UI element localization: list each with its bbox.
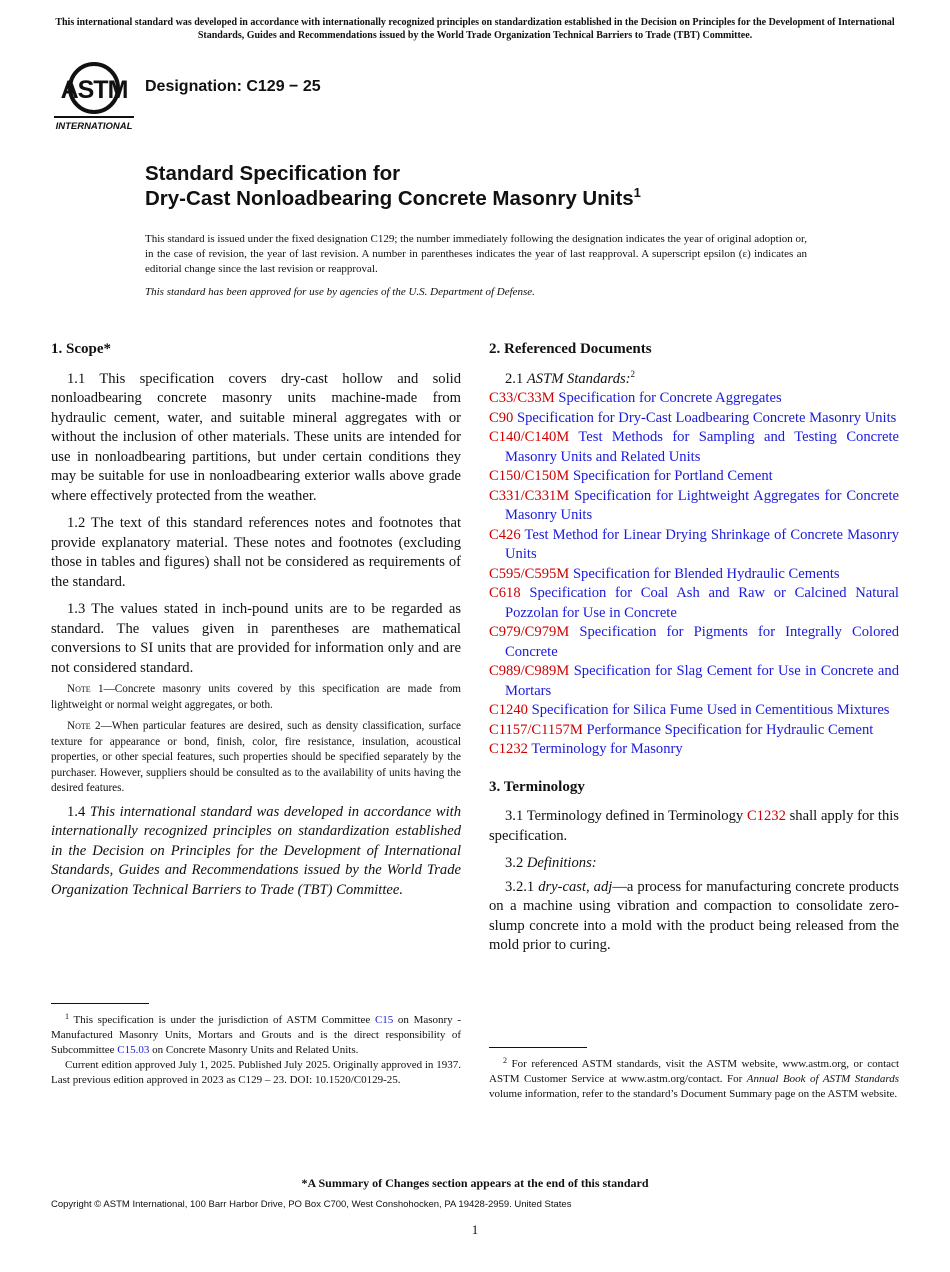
- left-column: [51, 340, 461, 908]
- right-column: [489, 340, 899, 964]
- paragraph-1-3: 1.3 The values stated in inch-pound units are to be regarded as standard. The values given in parentheses are mathematical conversions to SI units that are provided for information only and are not considered standard.: [51, 601, 461, 676]
- designation: Designation: C129 − 25: [145, 78, 321, 95]
- reference-item[interactable]: [489, 428, 899, 467]
- subcommittee-c15-03-link[interactable]: C15.03: [117, 1044, 150, 1056]
- reference-title[interactable]: Specification for Silica Fume Used in Cementitious Mixtures: [531, 702, 890, 718]
- reference-item[interactable]: [489, 623, 899, 662]
- note-2-label: Note: [67, 720, 91, 732]
- reference-item[interactable]: [489, 584, 899, 623]
- reference-title[interactable]: Specification for Concrete Aggregates: [558, 390, 782, 406]
- reference-title[interactable]: Specification for Portland Cement: [572, 468, 773, 484]
- reference-title[interactable]: Test Method for Linear Drying Shrinkage of Concrete Masonry Units: [505, 526, 899, 562]
- footnote-2-text: [489, 1057, 899, 1102]
- paragraph-1-4-number: 1.4: [67, 803, 90, 820]
- title-footnote-mark[interactable]: 1: [633, 185, 641, 200]
- issued-statement: This standard is issued under the fixed designation C129; the number immediately following the designation indicates the year of original adoption or, in the case of revision, the year of last revision. A number in parentheses indicates the year of last reapproval. A superscript epsilon (ε) indicates an editorial change since the last revision or reapproval.: [145, 233, 807, 275]
- paragraph-1-1: 1.1 This specification covers dry-cast hollow and solid nonloadbearing concrete masonry units machine-made from hydraulic cement, water, and suitable mineral aggregates with or without the inclusion of other materials. These units are intended for use in nonloadbearing partitions, but under certain conditions they may be suitable for use in nonloadbearing exterior walls above grade where effectively protected from the weather.: [51, 370, 461, 504]
- footnote-1: [51, 1013, 461, 1088]
- footnote-2-number: 2: [503, 1056, 507, 1065]
- reference-code[interactable]: C989/C989M: [489, 663, 570, 679]
- approved-statement: This standard has been approved for use by agencies of the U.S. Department of Defense.: [145, 286, 535, 298]
- reference-item[interactable]: [489, 467, 899, 487]
- reference-code[interactable]: C33/C33M: [489, 390, 555, 406]
- astm-standards-subheading: [489, 370, 899, 390]
- reference-item[interactable]: [489, 701, 899, 721]
- astm-logo-caption: INTERNATIONAL: [55, 121, 133, 132]
- footnote-2: [489, 1057, 899, 1102]
- subsection-2-1-number: 2.1: [505, 370, 527, 387]
- reference-code[interactable]: C618: [489, 585, 521, 601]
- reference-title[interactable]: Test Methods for Sampling and Testing Concrete Masonry Units and Related Units: [505, 429, 899, 465]
- subsection-2-1-label: ASTM Standards:: [526, 370, 631, 387]
- definitions-label: Definitions:: [526, 855, 597, 871]
- reference-code[interactable]: C1232: [489, 741, 528, 757]
- paragraph-3-2: [489, 854, 899, 874]
- reference-title[interactable]: Specification for Lightweight Aggregates for Concrete Masonry Units: [505, 487, 899, 523]
- reference-code[interactable]: C979/C979M: [489, 624, 570, 640]
- reference-item[interactable]: [489, 409, 899, 429]
- reference-title[interactable]: Performance Specification for Hydraulic Cement: [586, 721, 874, 738]
- reference-title[interactable]: Terminology for Masonry: [531, 741, 683, 757]
- footnote-1-mark: 1: [65, 1012, 69, 1021]
- paragraph-3-2-1-number: 3.2.1: [505, 878, 539, 895]
- title-line-2: Dry-Cast Nonloadbearing Concrete Masonry Units: [145, 187, 634, 210]
- footnote-rule-right: [489, 1047, 587, 1048]
- reference-item[interactable]: [489, 565, 899, 585]
- title-line-1: Standard Specification for: [145, 162, 401, 185]
- reference-title[interactable]: Specification for Coal Ash and Raw or Calcined Natural Pozzolan for Use in Concrete: [505, 585, 899, 621]
- reference-item[interactable]: [489, 721, 899, 741]
- reference-code[interactable]: C140/C140M: [489, 429, 570, 445]
- reference-title[interactable]: Specification for Pigments for Integrally Colored Concrete: [505, 624, 899, 660]
- footnote-2-mark[interactable]: 2: [630, 368, 636, 379]
- paragraph-3-2-1: [489, 878, 899, 956]
- paragraph-3-1-text-b: shall apply for this specification.: [489, 808, 899, 844]
- scope-heading: 1. Scope*: [51, 341, 111, 357]
- c1232-link[interactable]: C1232: [746, 808, 786, 824]
- reference-item[interactable]: [489, 526, 899, 565]
- note-1-text: 1—Concrete masonry units covered by this specification are made from lightweight or normal weight aggregates, or both.: [51, 683, 461, 711]
- top-note: This international standard was developed in accordance with internationally recognized principles on standardization established in the Decision on Principles for the Development of International Standards, Guides and Recommendations issued by the World Trade Organization Technical Barriers to Trade (TBT) Committee.: [55, 17, 895, 41]
- terminology-heading: 3. Terminology: [489, 778, 585, 795]
- reference-code[interactable]: C90: [489, 409, 514, 426]
- footnote-1-text-c: on Concrete Masonry Units and Related Units.: [149, 1044, 359, 1056]
- footnote-2-text-b: volume information, refer to the standard’s Document Summary page on the ASTM website.: [489, 1088, 898, 1100]
- reference-title[interactable]: Specification for Blended Hydraulic Cements: [572, 565, 840, 582]
- footnote-1-edition: Current edition approved July 1, 2025. Published July 2025. Originally approved in 1937. Last previous edition approved in 2023 as C129 – 23. DOI: 10.1520/C0129-25.: [51, 1059, 461, 1086]
- note-2: [51, 719, 461, 797]
- reference-item[interactable]: [489, 662, 899, 701]
- paragraph-1-4: [51, 803, 461, 901]
- committee-c15-link[interactable]: C15: [374, 1014, 394, 1026]
- reference-code[interactable]: C1157/C1157M: [489, 721, 583, 738]
- reference-code[interactable]: C426: [489, 526, 521, 543]
- reference-item[interactable]: [489, 740, 899, 760]
- reference-item[interactable]: [489, 389, 899, 409]
- footnote-rule-left: [51, 1003, 149, 1004]
- reference-item[interactable]: [489, 487, 899, 526]
- reference-title[interactable]: Specification for Slag Cement for Use in Concrete and Mortars: [505, 663, 899, 699]
- copyright-line: Copyright © ASTM International, 100 Barr Harbor Drive, PO Box C700, West Conshohocken, PA 19428-2959. United States: [51, 1199, 572, 1210]
- summary-of-changes-note: *A Summary of Changes section appears at the end of this standard: [301, 1176, 649, 1190]
- reference-code[interactable]: C595/C595M: [489, 565, 570, 582]
- paragraph-1-4-text: This international standard was developed in accordance with internationally recognized principles on standardization established in the Decision on Principles for the Development of International Standards, Guides and Recommendations issued by the World Trade Organization Technical Barriers to Trade (TBT) Committee.: [51, 803, 462, 898]
- footnote-1-text-b: on Masonry - Manufactured Masonry Units, Mortars and Grouts and is the direct responsibility of Subcommittee: [51, 1014, 461, 1056]
- note-1-label: Note: [67, 683, 91, 695]
- definition-text: —a process for manufacturing concrete products on a machine using vibration and compaction to consolidate zero-slump concrete into a mold with the product being released from the mold prior to curing.: [489, 878, 899, 953]
- page-title: [145, 161, 641, 211]
- astm-logo-letters: ASTM: [60, 76, 128, 104]
- reference-list: [489, 389, 899, 760]
- defined-term: dry-cast, adj: [538, 878, 613, 895]
- referenced-documents-heading: 2. Referenced Documents: [489, 341, 652, 357]
- paragraph-1-2: 1.2 The text of this standard references notes and footnotes that provide explanatory material. These notes and footnotes (excluding those in tables and figures) shall not be considered as requirements of the standard.: [51, 515, 461, 590]
- footnote-2-text-a: For referenced ASTM standards, visit the ASTM website, www.astm.org, or contact ASTM Customer Service at www.astm.org/contact. For: [489, 1058, 899, 1085]
- reference-code[interactable]: C331/C331M: [489, 487, 570, 504]
- reference-title[interactable]: Specification for Dry-Cast Loadbearing Concrete Masonry Units: [516, 409, 897, 426]
- reference-code[interactable]: C150/C150M: [489, 468, 570, 484]
- note-2-text: 2—When particular features are desired, such as density classification, surface texture for appearance or bond, finish, color, fire resistance, insulation, acoustical properties, or other special features, such properties should be specified separately by the purchaser. However, suppliers should be consulted as to the availability of units having the desired features.: [51, 720, 461, 794]
- paragraph-3-1-text-a: 3.1 Terminology defined in Terminology: [505, 808, 747, 824]
- reference-code[interactable]: C1240: [489, 702, 528, 718]
- footnote-1-text: [51, 1013, 461, 1058]
- paragraph-3-2-number: 3.2: [505, 855, 527, 871]
- paragraph-3-1: [489, 807, 899, 846]
- footnote-1-text-a: This specification is under the jurisdiction of ASTM Committee: [69, 1014, 375, 1026]
- annual-book-title: Annual Book of ASTM Standards: [746, 1073, 899, 1085]
- page-number: 1: [471, 1222, 479, 1237]
- note-1: [51, 682, 461, 713]
- astm-logo: [52, 58, 136, 132]
